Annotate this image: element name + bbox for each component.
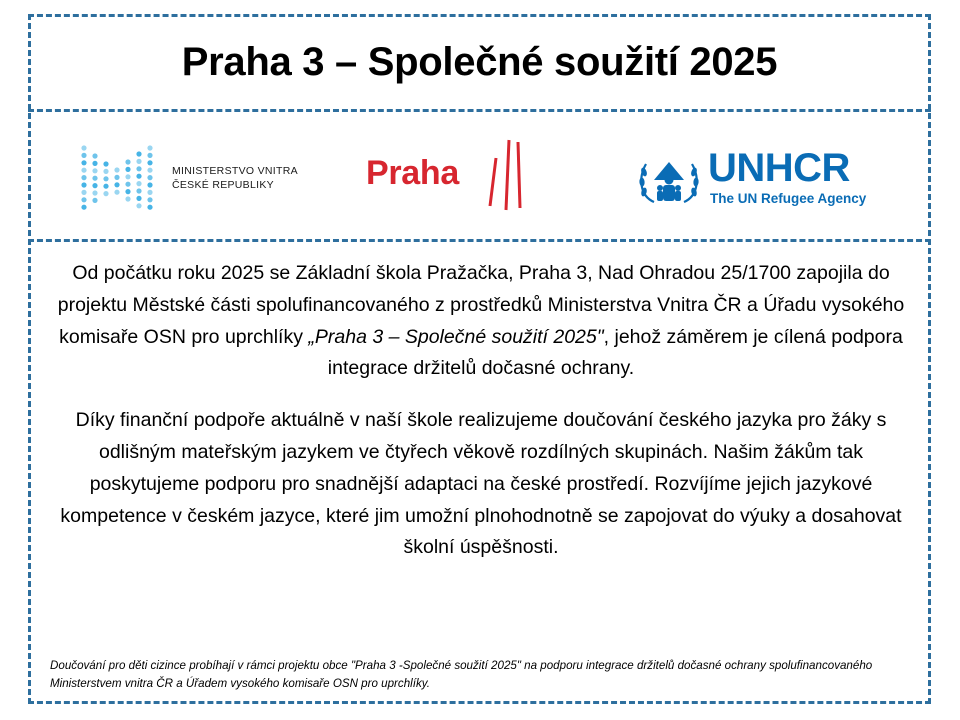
ministry-dot [147,153,152,158]
ministry-dot [136,166,141,171]
ministry-dot [125,167,130,172]
ministry-dot [92,176,97,181]
ministry-dot [125,182,130,187]
ministry-dot [125,196,130,201]
ministry-dot [92,153,97,158]
ministry-dot [114,182,119,187]
ministry-dot [81,182,86,187]
unhcr-emblem-icon [636,150,702,210]
ministry-name-line2: ČESKÉ REPUBLIKY [172,179,274,191]
ministry-dot [103,176,108,181]
ministry-dot [136,159,141,164]
praha-strokes-icon [482,136,542,216]
support-paragraph: Díky finanční podpoře aktuálně v naší škole realizujeme doučování českého jazyka pro žáky s odlišným mateřským jazykem ve čtyřech věkově rozdílných skupinách. Našim žákům tak poskytujeme podporu pro snadnější adaptaci na české prostředí. Rozvíjíme jejich jazykové kompetence v českém jazyce, které jim umožní plnohodnotně se zapojovat do výuky a dosahovat školní úspěšnosti. [60,409,902,559]
praha-logo [362,136,542,216]
ministry-dot [92,168,97,173]
logo-row [28,112,931,239]
praha-wordmark: Praha [366,154,459,192]
ministry-dot [125,159,130,164]
ministry-dot [81,168,86,173]
ministry-dot [147,190,152,195]
ministry-dot [92,198,97,203]
ministry-dot [92,183,97,188]
ministry-dot [81,205,86,210]
ministry-dot [136,203,141,208]
ministry-dot [136,188,141,193]
ministry-dot [81,197,86,202]
intro-tail: , jehož záměrem je cílená podpora integrace držitelů dočasné ochrany. [327,325,903,380]
ministry-dot [92,190,97,195]
ministry-dot [81,160,86,165]
ministry-dot [114,167,119,172]
ministry-dot [103,169,108,174]
ministry-dot [81,153,86,158]
ministry-dot [147,175,152,180]
ministry-dot [136,174,141,179]
unhcr-tagline: The UN Refugee Agency [710,191,867,206]
project-name: „Praha 3 – Společné soužití 2025" [308,325,604,348]
ministry-dot [92,161,97,166]
ministry-dot [125,174,130,179]
ministry-dot [147,160,152,165]
ministry-dots-icon [80,144,160,210]
unhcr-logo [636,148,876,212]
ministry-dot [114,175,119,180]
ministry-dot [81,145,86,150]
divider-logos [28,239,931,242]
ministry-dot [136,181,141,186]
ministry-dot [136,151,141,156]
ministry-dot [147,197,152,202]
ministry-dot [103,161,108,166]
footnote: Doučování pro děti cizince probíhají v rámci projektu obce "Praha 3 -Společné soužití 2025" na podporu integrace držitelů dočasné ochrany spolufinancovaného Ministerstvem vnitra ČR a Úřadem vysokého komisaře OSN pro uprchlíky. [50,659,873,690]
unhcr-wordmark: UNHCR [708,146,850,190]
page-title: Praha 3 – Společné soužití 2025 [181,39,778,84]
ministry-dot [114,190,119,195]
intro-lead: Od počátku roku 2025 se Základní škola Pražačka, Praha 3, Nad Ohradou 25/1700 zapojila do projektu Městské části spolufinancovaného z prostředků Ministerstva Vnitra ČR a Úřadu vysokého komisaře OSN pro uprchlíky [57,262,905,348]
ministry-dot [147,182,152,187]
ministry-name-line1: MINISTERSTVO VNITRA [172,165,298,177]
ministry-logo [80,144,310,214]
ministry-dot [125,189,130,194]
ministry-dot [147,205,152,210]
ministry-dot [103,184,108,189]
intro-paragraph [56,258,906,385]
ministry-dot [136,196,141,201]
ministry-dot [81,175,86,180]
ministry-dot [81,190,86,195]
main-text [56,258,906,564]
ministry-dot [147,145,152,150]
ministry-dot [103,191,108,196]
ministry-dot [147,168,152,173]
